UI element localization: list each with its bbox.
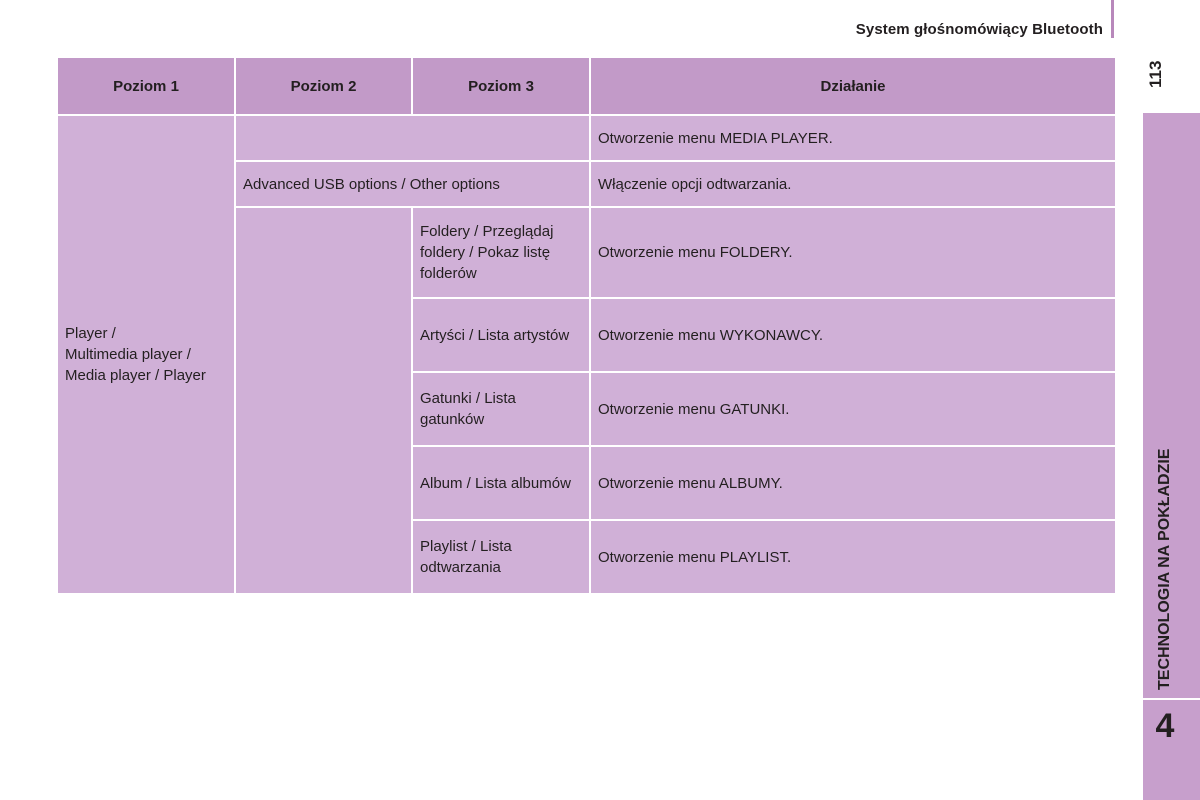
chapter-divider [1143, 698, 1200, 700]
level3-cell: Artyści / Lista artystów [412, 298, 590, 372]
action-cell: Włączenie opcji odtwarzania. [590, 161, 1116, 207]
page-header-title: System głośnomówiący Bluetooth [855, 21, 1103, 38]
table-row [57, 115, 1116, 161]
header-divider [1111, 0, 1114, 38]
action-cell: Otworzenie menu FOLDERY. [590, 207, 1116, 298]
level3-cell: Gatunki / Lista gatunków [412, 372, 590, 446]
chapter-number: 4 [1155, 707, 1175, 745]
action-cell: Otworzenie menu WYKONAWCY. [590, 298, 1116, 372]
action-cell: Otworzenie menu GATUNKI. [590, 372, 1116, 446]
column-header-level3: Poziom 3 [412, 57, 590, 115]
level1-cell [57, 115, 235, 594]
column-header-level2: Poziom 2 [235, 57, 412, 115]
chapter-title: TECHNOLOGIA NA POKŁADZIE [1156, 448, 1173, 690]
level1-line: Media player / Player [65, 367, 206, 384]
level3-cell: Album / Lista albumów [412, 446, 590, 520]
menu-table [56, 56, 1117, 595]
column-header-action: Działanie [590, 57, 1116, 115]
action-cell: Otworzenie menu MEDIA PLAYER. [590, 115, 1116, 161]
level1-empty-cell [235, 115, 590, 161]
table-header-row [57, 57, 1116, 115]
column-header-level1: Poziom 1 [57, 57, 235, 115]
level3-cell: Foldery / Przeglądaj foldery / Pokaz listę folderów [412, 207, 590, 298]
level1-line: Multimedia player / [65, 346, 191, 363]
level1-line: Player / [65, 325, 116, 342]
action-cell: Otworzenie menu PLAYLIST. [590, 520, 1116, 594]
level2-cell: Advanced USB options / Other options [235, 161, 590, 207]
level2-empty-cell [235, 207, 412, 594]
action-cell: Otworzenie menu ALBUMY. [590, 446, 1116, 520]
page-number: 113 [1146, 60, 1165, 88]
level3-cell: Playlist / Lista odtwarzania [412, 520, 590, 594]
